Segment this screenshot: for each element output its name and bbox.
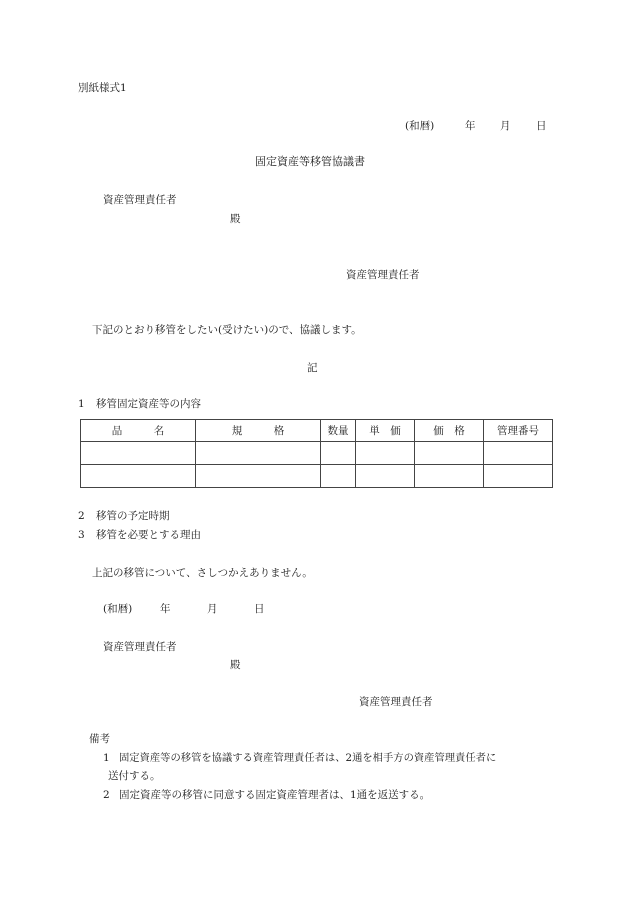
day-label: 日 bbox=[536, 120, 547, 132]
col-header-price: 価 格 bbox=[415, 420, 484, 442]
addressee-honorific-2: 殿 bbox=[230, 659, 241, 671]
sender-role: 資産管理責任者 bbox=[346, 269, 420, 281]
col-header-spec: 規 格 bbox=[196, 420, 321, 442]
asset-table bbox=[80, 419, 553, 488]
year-label: 年 bbox=[160, 603, 171, 615]
note-number: 2 bbox=[103, 789, 110, 801]
table-cell bbox=[81, 465, 196, 488]
table-cell bbox=[356, 465, 415, 488]
col-header-management-number: 管理番号 bbox=[484, 420, 553, 442]
table-cell bbox=[196, 442, 321, 465]
note-text-continued: 送付する。 bbox=[108, 770, 161, 782]
intro-text: 下記のとおり移管をしたい(受けたい)ので、協議します。 bbox=[92, 324, 362, 336]
table-cell bbox=[196, 465, 321, 488]
table-cell bbox=[321, 442, 356, 465]
notes-heading: 備考 bbox=[89, 733, 110, 745]
consent-text: 上記の移管について、さしつかえありません。 bbox=[92, 567, 313, 579]
section-number: 3 bbox=[78, 529, 85, 541]
month-label: 月 bbox=[207, 603, 218, 615]
section-label: 移管固定資産等の内容 bbox=[96, 398, 201, 410]
era-label: (和暦) bbox=[103, 603, 133, 615]
note-text: 固定資産等の移管を協議する資産管理責任者は、2通を相手方の資産管理責任者に bbox=[119, 752, 497, 764]
addressee-role-2: 資産管理責任者 bbox=[103, 641, 177, 653]
addressee-honorific: 殿 bbox=[230, 213, 241, 225]
col-header-item-name: 品 名 bbox=[81, 420, 196, 442]
sender-role-2: 資産管理責任者 bbox=[359, 696, 433, 708]
col-header-quantity: 数量 bbox=[321, 420, 356, 442]
note-text: 固定資産等の移管に同意する固定資産管理者は、1通を返送する。 bbox=[119, 789, 431, 801]
ki-label: 記 bbox=[307, 362, 318, 374]
section-number: 1 bbox=[78, 398, 85, 410]
table-header-row bbox=[81, 420, 553, 442]
table-cell bbox=[321, 465, 356, 488]
addressee-role: 資産管理責任者 bbox=[103, 194, 177, 206]
table-cell bbox=[415, 465, 484, 488]
col-header-unit-price: 単 価 bbox=[356, 420, 415, 442]
document-title: 固定資産等移管協議書 bbox=[255, 155, 365, 168]
table-cell bbox=[484, 442, 553, 465]
table-row bbox=[81, 465, 553, 488]
month-label: 月 bbox=[500, 120, 511, 132]
table-cell bbox=[415, 442, 484, 465]
table-cell bbox=[484, 465, 553, 488]
table-cell bbox=[356, 442, 415, 465]
section-label: 移管の予定時期 bbox=[96, 510, 170, 522]
day-label: 日 bbox=[254, 603, 265, 615]
section-label: 移管を必要とする理由 bbox=[96, 529, 201, 541]
year-label: 年 bbox=[465, 120, 476, 132]
table-row bbox=[81, 442, 553, 465]
section-number: 2 bbox=[78, 510, 85, 522]
era-label: (和暦) bbox=[405, 120, 435, 132]
note-number: 1 bbox=[103, 752, 110, 764]
table-cell bbox=[81, 442, 196, 465]
form-id: 別紙様式1 bbox=[78, 82, 127, 94]
